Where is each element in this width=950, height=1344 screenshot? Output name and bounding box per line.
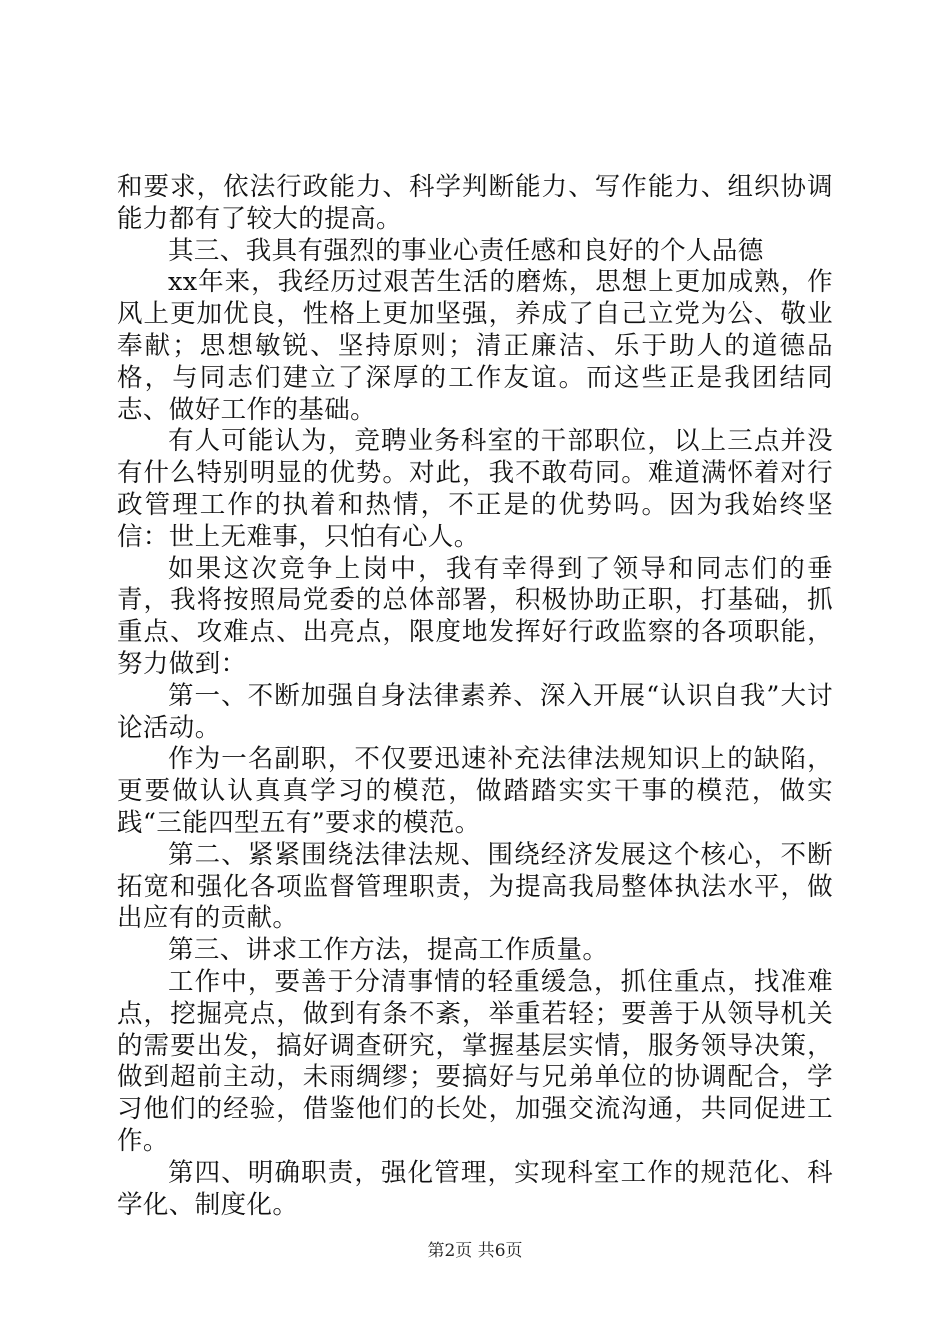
paragraph: 第二、紧紧围绕法律法规、围绕经济发展这个核心，不断拓宽和强化各项监督管理职责，为提高我局整体执法水平，做出应有的贡献。 [117,839,833,934]
paragraph: 第三、讲求工作方法，提高工作质量。 [168,935,609,966]
paragraph: 其三、我具有强烈的事业心责任感和良好的个人品德 [168,235,764,266]
paragraph: 如果这次竞争上岗中，我有幸得到了领导和同志们的垂青，我将按照局党委的总体部署，积极协助正职，打基础，抓重点、攻难点、出亮点，限度地发挥好行政监察的各项职能，努力做到： [117,553,833,679]
paragraph: xx年来，我经历过艰苦生活的磨炼，思想上更加成熟，作风上更加优良，性格上更加坚强，养成了自己立党为公、敬业奉献；思想敏锐、坚持原则；清正廉洁、乐于助人的道德品格，与同志们建立了深厚的工作友谊。而这些正是我团结同志、做好工作的基础。 [117,267,833,425]
page-footer [0,1240,950,1262]
document-body [117,172,833,1221]
paragraph: 第四、明确职责，强化管理，实现科室工作的规范化、科学化、制度化。 [117,1157,833,1220]
paragraph: 和要求，依法行政能力、科学判断能力、写作能力、组织协调能力都有了较大的提高。 [117,172,833,234]
paragraph: 有人可能认为，竞聘业务科室的干部职位，以上三点并没有什么特别明显的优势。对此，我不敢苟同。难道满怀着对行政管理工作的执着和热情，不正是的优势吗。因为我始终坚信：世上无难事，只怕有心人。 [117,426,833,552]
page-number: 第2页 共6页 [427,1241,523,1261]
paragraph: 工作中，要善于分清事情的轻重缓急，抓住重点，找准难点，挖掘亮点，做到有条不紊，举重若轻；要善于从领导机关的需要出发，搞好调查研究，掌握基层实情，服务领导决策，做到超前主动，未雨绸缪；要搞好与兄弟单位的协调配合，学习他们的经验，借鉴他们的长处，加强交流沟通，共同促进工作。 [117,966,833,1156]
paragraph: 作为一名副职，不仅要迅速补充法律法规知识上的缺陷，更要做认认真真学习的模范，做踏踏实实干事的模范，做实践“三能四型五有”要求的模范。 [117,744,833,838]
paragraph: 第一、不断加强自身法律素养、深入开展“认识自我”大讨论活动。 [117,680,833,743]
